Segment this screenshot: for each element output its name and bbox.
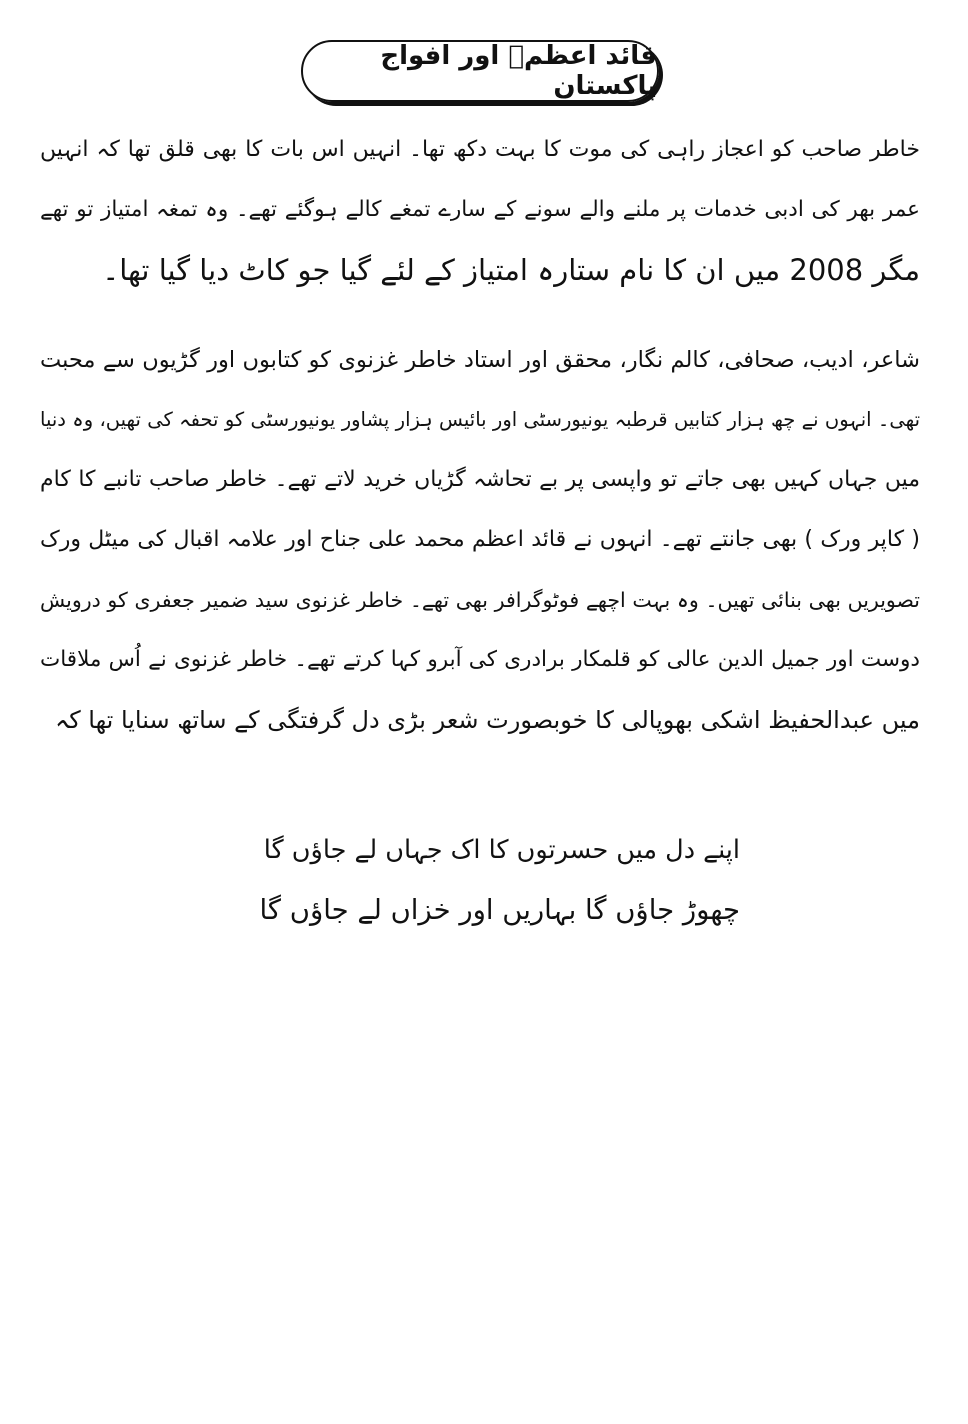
text-line: تھی۔ انہوں نے چھ ہزار کتابیں قرطبہ یونیورسٹی اور بائیس ہزار پشاور یونیورسٹی کو تحفہ کی تھیں، وہ دنیا (40, 408, 920, 431)
text-line: شاعر، ادیب، صحافی، کالم نگار، محقق اور استاد خاطر غزنوی کو کتابوں اور گڑیوں سے محبت (40, 347, 920, 373)
verse-line: چھوڑ جاؤں گا بہاریں اور خزاں لے جاؤں گا (259, 894, 740, 926)
text-line: میں عبدالحفیظ اشکی بھوپالی کا خوبصورت شعر بڑی دل گرفتگی کے ساتھ سنایا تھا کہ (55, 706, 920, 734)
paragraph-2 (40, 330, 920, 750)
text-line: دوست اور جمیل الدین عالی کو قلمکار برادری کی آبرو کہا کرتے تھے۔ خاطر غزنوی نے اُس ملاقات (40, 647, 920, 672)
page-title: قائد اعظمؒ اور افواج پاکستان (301, 40, 659, 102)
article-body (40, 120, 920, 750)
text-line: خاطر صاحب کو اعجاز راہی کی موت کا بہت دکھ تھا۔ انہیں اس بات کا بھی قلق تھا کہ انہیں (40, 137, 920, 162)
text-line: عمر بھر کی ادبی خدمات پر ملنے والے سونے کے سارے تمغے کالے ہوگئے تھے۔ وہ تمغہ امتیاز تو تھے (40, 197, 920, 222)
paragraph-1 (40, 120, 920, 300)
text-line: تصویریں بھی بنائی تھیں۔ وہ بہت اچھے فوٹوگرافر بھی تھے۔ خاطر غزنوی سید ضمیر جعفری کو درویش (40, 588, 920, 612)
poetry-verse (260, 820, 740, 940)
text-line: مگر 2008 میں ان کا نام ستارہ امتیاز کے لئے گیا جو کاٹ دیا گیا تھا۔ (102, 253, 920, 287)
verse-line: اپنے دل میں حسرتوں کا اک جہاں لے جاؤں گا (263, 835, 740, 865)
text-line: میں جہاں کہیں بھی جاتے تو واپسی پر بے تحاشہ گڑیاں خرید لاتے تھے۔ خاطر صاحب تانبے کا کام (40, 467, 920, 492)
text-line: ( کاپر ورک ) بھی جانتے تھے۔ انہوں نے قائد اعظم محمد علی جناح اور علامہ اقبال کی میٹل ورک (40, 527, 920, 552)
